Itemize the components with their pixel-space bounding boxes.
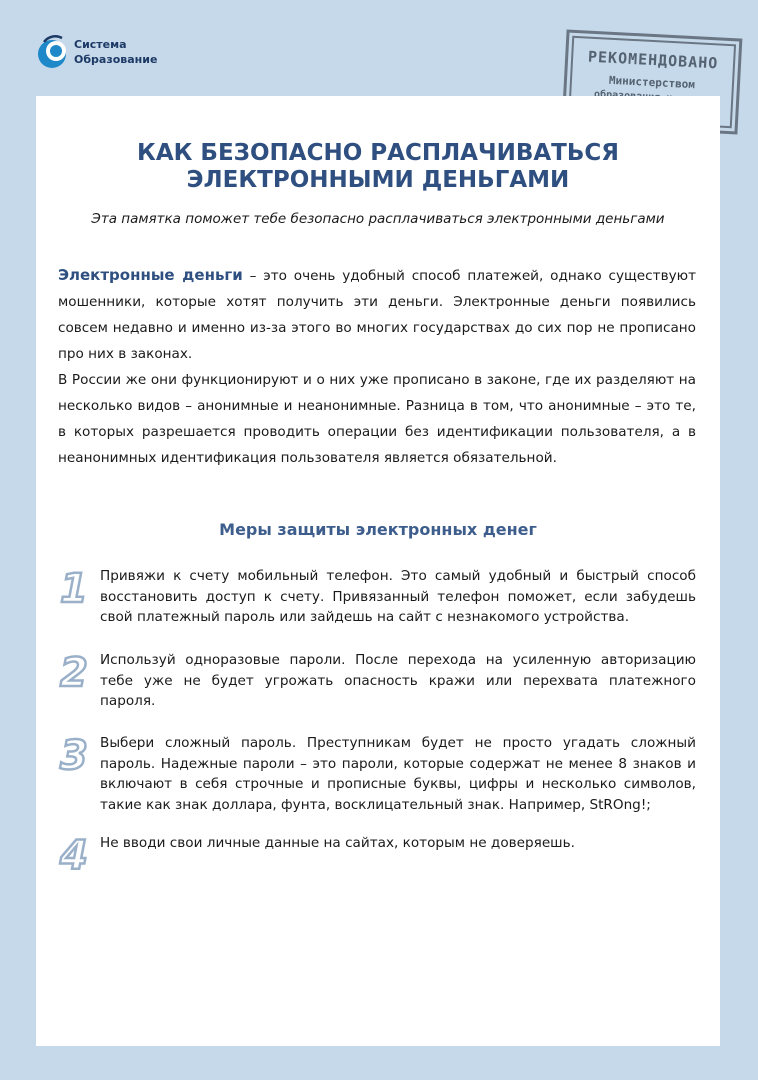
- title-line-2: ЭЛЕКТРОННЫМИ ДЕНЬГАМИ: [186, 167, 570, 193]
- tip-number-2: 2: [60, 650, 88, 690]
- tip-item-3: [36, 733, 720, 813]
- intro-paragraph-2: В России же они функционируют и о них уже прописано в законе, где их разделяют на несколько видов – анонимные и неанонимные. Разница в том, что анонимные – это те, в которых разрешается проводить операции без идентификации пользователя, а в неанонимных идентификация пользователя является обязательной.: [58, 372, 696, 466]
- tip-item-4: [36, 833, 720, 913]
- page-title: [36, 140, 720, 194]
- tip-number-3: 3: [60, 733, 88, 773]
- logo: [36, 30, 176, 76]
- tip-number-1: 1: [60, 566, 88, 606]
- tip-text-1: Привяжи к счету мобильный телефон. Это самый удобный и быстрый способ восстановить доступ к счету. Привязанный телефон поможет, если забудешь свой платежный пароль или зайдешь на сайт с незнакомого устройства.: [100, 568, 696, 625]
- intro-paragraph-1: [58, 262, 696, 367]
- number-1-icon: [56, 566, 96, 606]
- tip-item-2: [36, 650, 720, 730]
- stamp-line-1: РЕКОМЕНДОВАНО: [587, 47, 719, 73]
- tip-number-4: 4: [60, 833, 88, 873]
- tip-text-2: Используй одноразовые пароли. После перехода на усиленную авторизацию тебе уже не будет угрожать опасность кражи или перехвата платежного пароля.: [100, 652, 696, 709]
- logo-mark-icon: [36, 30, 72, 76]
- number-4-icon: [56, 833, 96, 873]
- measures-heading: Меры защиты электронных денег: [219, 520, 537, 539]
- tip-text-3: Выбери сложный пароль. Преступникам будет не просто угадать сложный пароль. Надежные пароли – это пароли, которые содержат не менее 8 знаков и включают в себя строчные и прописные буквы, цифры и несколько символов, такие как знак доллара, фунта, восклицательный знак. Например, StROng!;: [100, 735, 696, 813]
- intro-paragraph-1-text: – это очень удобный способ платежей, однако существуют мошенники, которые хотят получить эти деньги. Электронные деньги появились совсем недавно и именно из-за этого во многих государствах до сих пор не прописано про них в законах.: [58, 268, 696, 362]
- tip-item-1: [36, 566, 720, 646]
- logo-line-2: Образование: [74, 53, 158, 66]
- tip-text-4: Не вводи свои личные данные на сайтах, которым не доверяешь.: [100, 835, 575, 851]
- intro-term: Электронные деньги: [58, 266, 243, 284]
- document-page: [36, 96, 720, 1046]
- title-line-1: КАК БЕЗОПАСНО РАСПЛАЧИВАТЬСЯ: [137, 140, 619, 166]
- logo-text: [74, 37, 157, 67]
- number-2-icon: [56, 650, 96, 690]
- intro-section: [58, 262, 696, 471]
- logo-line-1: Система: [74, 38, 127, 51]
- number-3-icon: [56, 733, 96, 773]
- stamp-line-2: Министерством: [608, 73, 696, 92]
- page-subtitle: Эта памятка поможет тебе безопасно расплачиваться электронными деньгами: [91, 211, 665, 227]
